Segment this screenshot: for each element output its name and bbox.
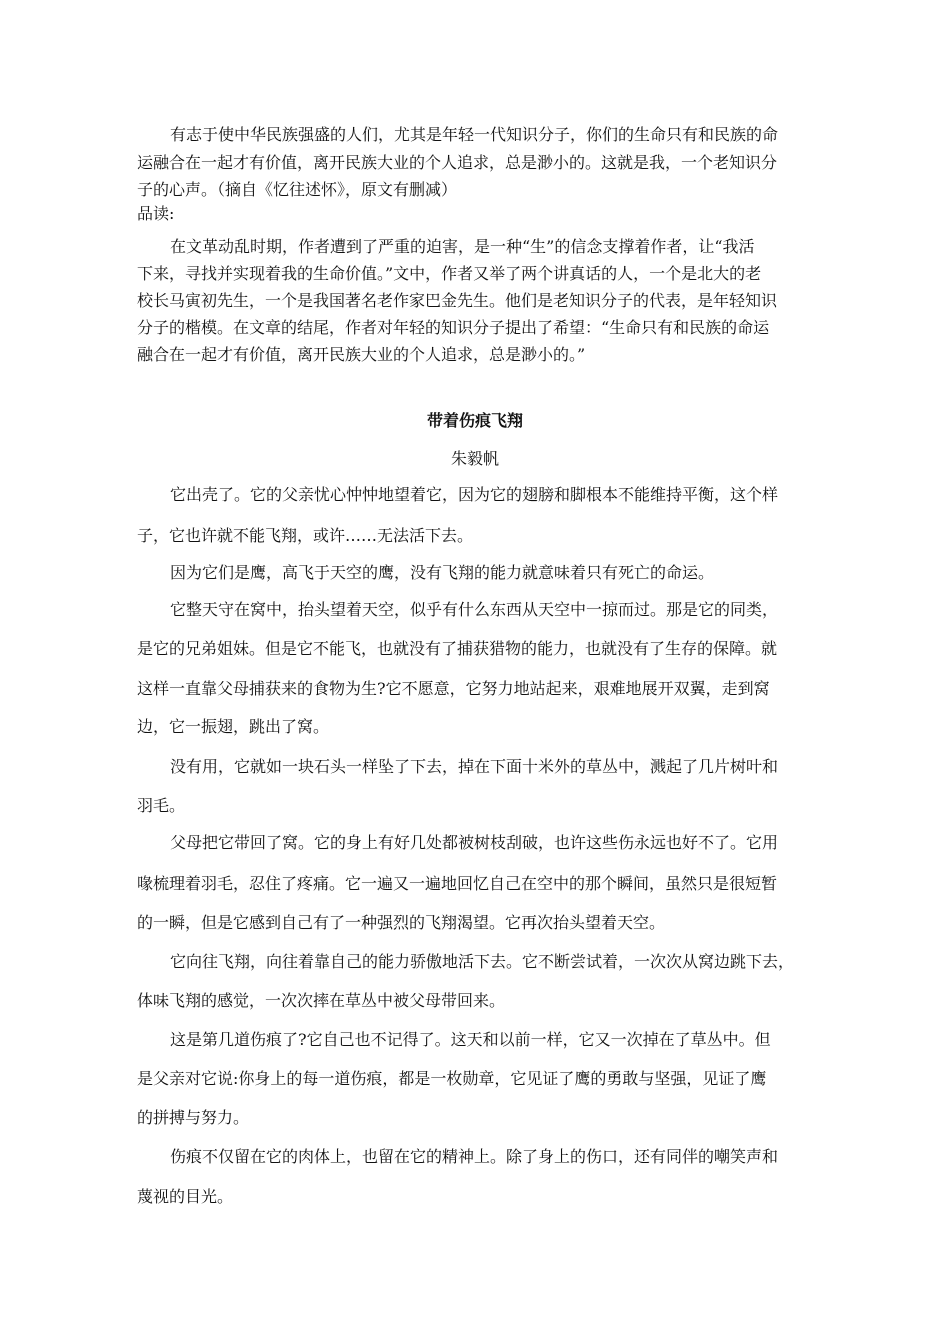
article-line: 边，它一振翅，跳出了窝。	[137, 717, 330, 736]
article-line: 伤痕不仅留在它的肉体上，也留在它的精神上。除了身上的伤口，还有同伴的嘲笑声和	[170, 1147, 779, 1166]
article-line: 蔑视的目光。	[137, 1187, 234, 1206]
article-line: 父母把它带回了窝。它的身上有好几处都被树枝刮破，也许这些伤永远也好不了。它用	[170, 833, 779, 852]
article-line: 子，它也许就不能飞翔，或许……无法活下去。	[137, 526, 474, 545]
article-line: 的一瞬，但是它感到自己有了一种强烈的飞翔渴望。它再次抬头望着天空。	[137, 913, 666, 932]
article-author: 朱毅帆	[450, 449, 499, 468]
article-line: 它出壳了。它的父亲忧心忡忡地望着它，因为它的翅膀和脚根本不能维持平衡，这个样	[170, 485, 779, 504]
commentary-label: 品读:	[137, 204, 175, 223]
commentary-line: 在文革动乱时期，作者遭到了严重的迫害，是一种“生”的信念支撑着作者，让“我活	[170, 237, 755, 256]
article-line: 的拼搏与努力。	[137, 1108, 250, 1127]
article-line: 羽毛。	[137, 796, 186, 815]
commentary-line: 下来，寻找并实现着我的生命价值。”文中，作者又举了两个讲真话的人，一个是北大的老	[137, 264, 762, 283]
article-line: 这样一直靠父母捕获来的食物为生?它不愿意，它努力地站起来，艰难地展开双翼，走到窝	[137, 679, 770, 698]
commentary-line: 分子的楷模。在文章的结尾，作者对年轻的知识分子提出了希望：“生命只有和民族的命运	[137, 318, 770, 337]
commentary-line: 校长马寅初先生，一个是我国著名老作家巴金先生。他们是老知识分子的代表，是年轻知识	[137, 291, 778, 310]
intro-line: 运融合在一起才有价值，离开民族大业的个人追求，总是渺小的。这就是我，一个老知识分	[137, 153, 778, 172]
article-line: 它向往飞翔，向往着靠自己的能力骄傲地活下去。它不断尝试着，一次次从窝边跳下去，	[170, 952, 795, 971]
article-line: 这是第几道伤痕了?它自己也不记得了。这天和以前一样，它又一次掉在了草丛中。但	[170, 1030, 771, 1049]
article-title: 带着伤痕飞翔	[426, 411, 523, 430]
commentary-line: 融合在一起才有价值，离开民族大业的个人追求，总是渺小的。”	[137, 345, 586, 364]
article-line: 没有用，它就如一块石头一样坠了下去，掉在下面十米外的草丛中，溅起了几片树叶和	[170, 757, 779, 776]
article-line: 体味飞翔的感觉，一次次摔在草丛中被父母带回来。	[137, 991, 506, 1010]
article-line: 是它的兄弟姐妹。但是它不能飞，也就没有了捕获猎物的能力，也就没有了生存的保障。就	[137, 639, 778, 658]
article-line: 因为它们是鹰，高飞于天空的鹰，没有飞翔的能力就意味着只有死亡的命运。	[170, 563, 715, 582]
intro-line: 子的心声。（摘自《忆往述怀》，原文有删减）	[137, 180, 458, 199]
article-line: 它整天守在窝中，抬头望着天空，似乎有什么东西从天空中一掠而过。那是它的同类，	[170, 600, 779, 619]
article-line: 喙梳理着羽毛，忍住了疼痛。它一遍又一遍地回忆自己在空中的那个瞬间，虽然只是很短暂	[137, 874, 778, 893]
intro-line: 有志于使中华民族强盛的人们，尤其是年轻一代知识分子，你们的生命只有和民族的命	[170, 125, 779, 144]
article-line: 是父亲对它说:你身上的每一道伤痕，都是一枚勋章，它见证了鹰的勇敢与坚强，见证了鹰	[137, 1069, 767, 1088]
